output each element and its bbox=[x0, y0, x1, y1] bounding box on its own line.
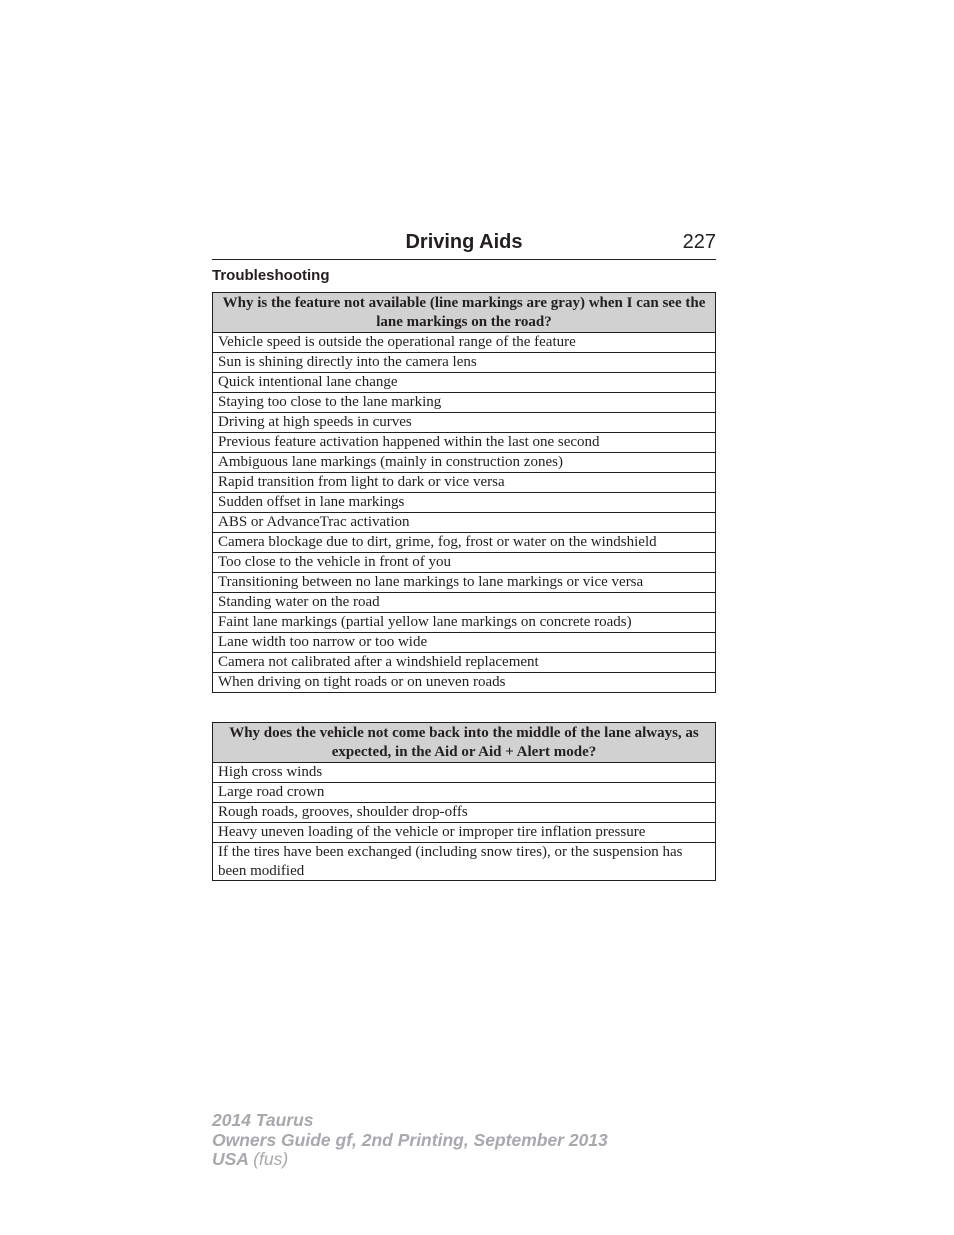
table-row bbox=[213, 413, 716, 433]
table-question: Why is the feature not available (line markings are gray) when I can see the lane markings on the road? bbox=[213, 293, 716, 333]
table-row bbox=[213, 473, 716, 493]
table-cell: Vehicle speed is outside the operational range of the feature bbox=[213, 333, 716, 353]
table-cell: Sun is shining directly into the camera lens bbox=[213, 353, 716, 373]
table-row bbox=[213, 553, 716, 573]
table-cell: High cross winds bbox=[213, 763, 716, 783]
table-row bbox=[213, 333, 716, 353]
table-row bbox=[213, 633, 716, 653]
table-row bbox=[213, 843, 716, 881]
table-cell: Staying too close to the lane marking bbox=[213, 393, 716, 413]
table-row bbox=[213, 373, 716, 393]
table-cell: Standing water on the road bbox=[213, 593, 716, 613]
table-cell: Faint lane markings (partial yellow lane markings on concrete roads) bbox=[213, 613, 716, 633]
table-cell: When driving on tight roads or on uneven roads bbox=[213, 673, 716, 693]
table-row bbox=[213, 433, 716, 453]
table-row bbox=[213, 593, 716, 613]
table-row bbox=[213, 453, 716, 473]
page-footer bbox=[212, 1111, 608, 1170]
table-cell: Driving at high speeds in curves bbox=[213, 413, 716, 433]
table-row bbox=[213, 573, 716, 593]
table-cell: Quick intentional lane change bbox=[213, 373, 716, 393]
table-row bbox=[213, 803, 716, 823]
table-cell: Heavy uneven loading of the vehicle or improper tire inflation pressure bbox=[213, 823, 716, 843]
table-row bbox=[213, 353, 716, 373]
table-row bbox=[213, 763, 716, 783]
table-cell: Too close to the vehicle in front of you bbox=[213, 553, 716, 573]
troubleshooting-table-centering bbox=[212, 722, 716, 881]
section-title: Troubleshooting bbox=[212, 267, 330, 284]
table-cell: Camera not calibrated after a windshield replacement bbox=[213, 653, 716, 673]
table-cell: Lane width too narrow or too wide bbox=[213, 633, 716, 653]
table-cell: Rough roads, grooves, shoulder drop-offs bbox=[213, 803, 716, 823]
table-row bbox=[213, 783, 716, 803]
footer-region-main: USA bbox=[212, 1149, 249, 1169]
table-header-row bbox=[213, 723, 716, 763]
footer-model: 2014 Taurus bbox=[212, 1110, 314, 1130]
page-header bbox=[212, 228, 716, 260]
footer-guide-info: Owners Guide gf, 2nd Printing, September 2013 bbox=[212, 1129, 608, 1150]
table-cell: Sudden offset in lane markings bbox=[213, 493, 716, 513]
table-cell: Large road crown bbox=[213, 783, 716, 803]
chapter-title: Driving Aids bbox=[405, 231, 523, 253]
table-cell: Ambiguous lane markings (mainly in construction zones) bbox=[213, 453, 716, 473]
table-cell: Transitioning between no lane markings to lane markings or vice versa bbox=[213, 573, 716, 593]
table-cell: If the tires have been exchanged (including snow tires), or the suspension has been modified bbox=[213, 843, 716, 881]
table-row bbox=[213, 393, 716, 413]
page-number: 227 bbox=[682, 231, 716, 253]
table-row bbox=[213, 613, 716, 633]
troubleshooting-table-unavailable bbox=[212, 292, 716, 693]
table-question: Why does the vehicle not come back into the middle of the lane always, as expected, in the Aid or Aid + Alert mode? bbox=[213, 723, 716, 763]
table-row bbox=[213, 673, 716, 693]
table-row bbox=[213, 823, 716, 843]
table-row bbox=[213, 653, 716, 673]
table-row bbox=[213, 513, 716, 533]
table-cell: Previous feature activation happened within the last one second bbox=[213, 433, 716, 453]
table-cell: Rapid transition from light to dark or vice versa bbox=[213, 473, 716, 493]
table-row bbox=[213, 533, 716, 553]
table-cell: ABS or AdvanceTrac activation bbox=[213, 513, 716, 533]
table-row bbox=[213, 493, 716, 513]
footer-region-code: (fus) bbox=[253, 1149, 289, 1169]
footer-region bbox=[212, 1150, 608, 1170]
table-header-row bbox=[213, 293, 716, 333]
table-cell: Camera blockage due to dirt, grime, fog, frost or water on the windshield bbox=[213, 533, 716, 553]
